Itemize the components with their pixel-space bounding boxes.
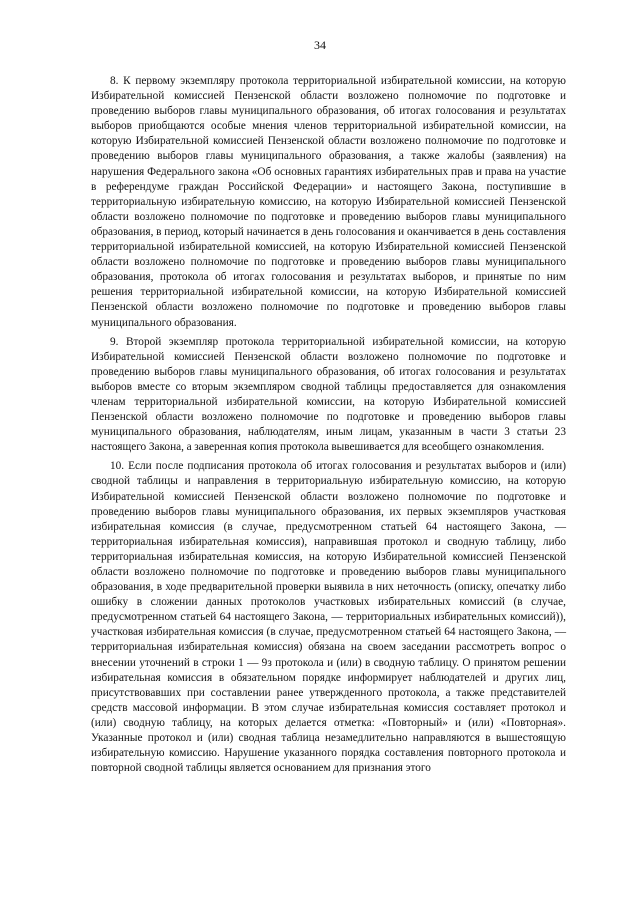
paragraph-10: 10. Если после подписания протокола об итогах голосования и результатах выборов и (или) сводной таблицы и направления в территориальную избирательную комиссию, на которую Избирательной комиссией Пензенской области возложено полномочие по подготовке и проведению выборов главы муниципального образования, их первых экземпляров участковая избирательная комиссия (в случае, предусмотренном статьей 64 настоящего Закона, — территориальная избирательная комиссия), направившая протокол и сводную таблицу, либо территориальная избирательная комиссия, на которую Избирательной комиссией Пензенской области возложено полномочие по подготовке и проведению выборов главы муниципального образования, в ходе предварительной проверки выявила в них неточность (описку, опечатку либо ошибку в сложении данных протоколов участковых избирательных комиссий (в случае, предусмотренном статьей 64 настоящего Закона, — территориальных избирательных комиссий)), участковая избирательная комиссия (в случае, предусмотренном статьей 64 настоящего Закона, — территориальная избирательная комиссия) обязана на своем заседании рассмотреть вопрос о внесении уточнений в строки 1 — 9з протокола и (или) в сводную таблицу. О принятом решении избирательная комиссия в обязательном порядке информирует наблюдателей и других лиц, присутствовавших при составлении ранее утвержденного протокола, а также представителей средств массовой информации. В этом случае избирательная комиссия составляет протокол и (или) сводную таблицу, на которых делается отметка: «Повторный» и (или) «Повторная». Указанные протокол и (или) сводная таблица незамедлительно направляются в вышестоящую избирательную комиссию. Нарушение указанного порядка составления повторного протокола и повторной сводной таблицы является основанием для признания этого bbox=[91, 460, 566, 775]
paragraph-9: 9. Второй экземпляр протокола территориальной избирательной комиссии, на которую Избирательной комиссией Пензенской области возложено полномочие по подготовке и проведению выборов главы муниципального образования, об итогах голосования и результатах выборов вместе со вторым экземпляром сводной таблицы предоставляется для ознакомления членам территориальной избирательной комиссии, на которую Избирательной комиссией Пензенской области возложено полномочие по подготовке и проведению выборов главы муниципального образования, наблюдателям, иным лицам, указанным в части 3 статьи 23 настоящего Закона, а заверенная копия протокола вывешивается для всеобщего ознакомления. bbox=[91, 335, 566, 454]
page-number: 34 bbox=[314, 38, 326, 52]
document-body bbox=[91, 74, 566, 780]
paragraph-8: 8. К первому экземпляру протокола территориальной избирательной комиссии, на которую Избирательной комиссией Пензенской области возложено полномочие по подготовке и проведению выборов главы муниципального образования, об итогах голосования и результатах выборов приобщаются особые мнения членов территориальной избирательной комиссии, на которую Избирательной комиссией Пензенской области возложено полномочие по подготовке и проведению выборов главы муниципального образования, а также жалобы (заявления) на нарушения Федерального закона «Об основных гарантиях избирательных прав и права на участие в референдуме граждан Российской Федерации» и настоящего Закона, поступившие в территориальную избирательную комиссию, на которую Избирательной комиссией Пензенской области возложено полномочие по подготовке и проведению выборов главы муниципального образования, в период, который начинается в день голосования и оканчивается в день составления территориальной избирательной комиссией, на которую Избирательной комиссией Пензенской области возложено полномочие по подготовке и проведению выборов главы муниципального образования, протокола об итогах голосования и результатах выборов, и принятые по ним решения территориальной избирательной комиссии, на которую Избирательной комиссией Пензенской области возложено полномочие по подготовке и проведению выборов главы муниципального образования. bbox=[91, 75, 566, 329]
